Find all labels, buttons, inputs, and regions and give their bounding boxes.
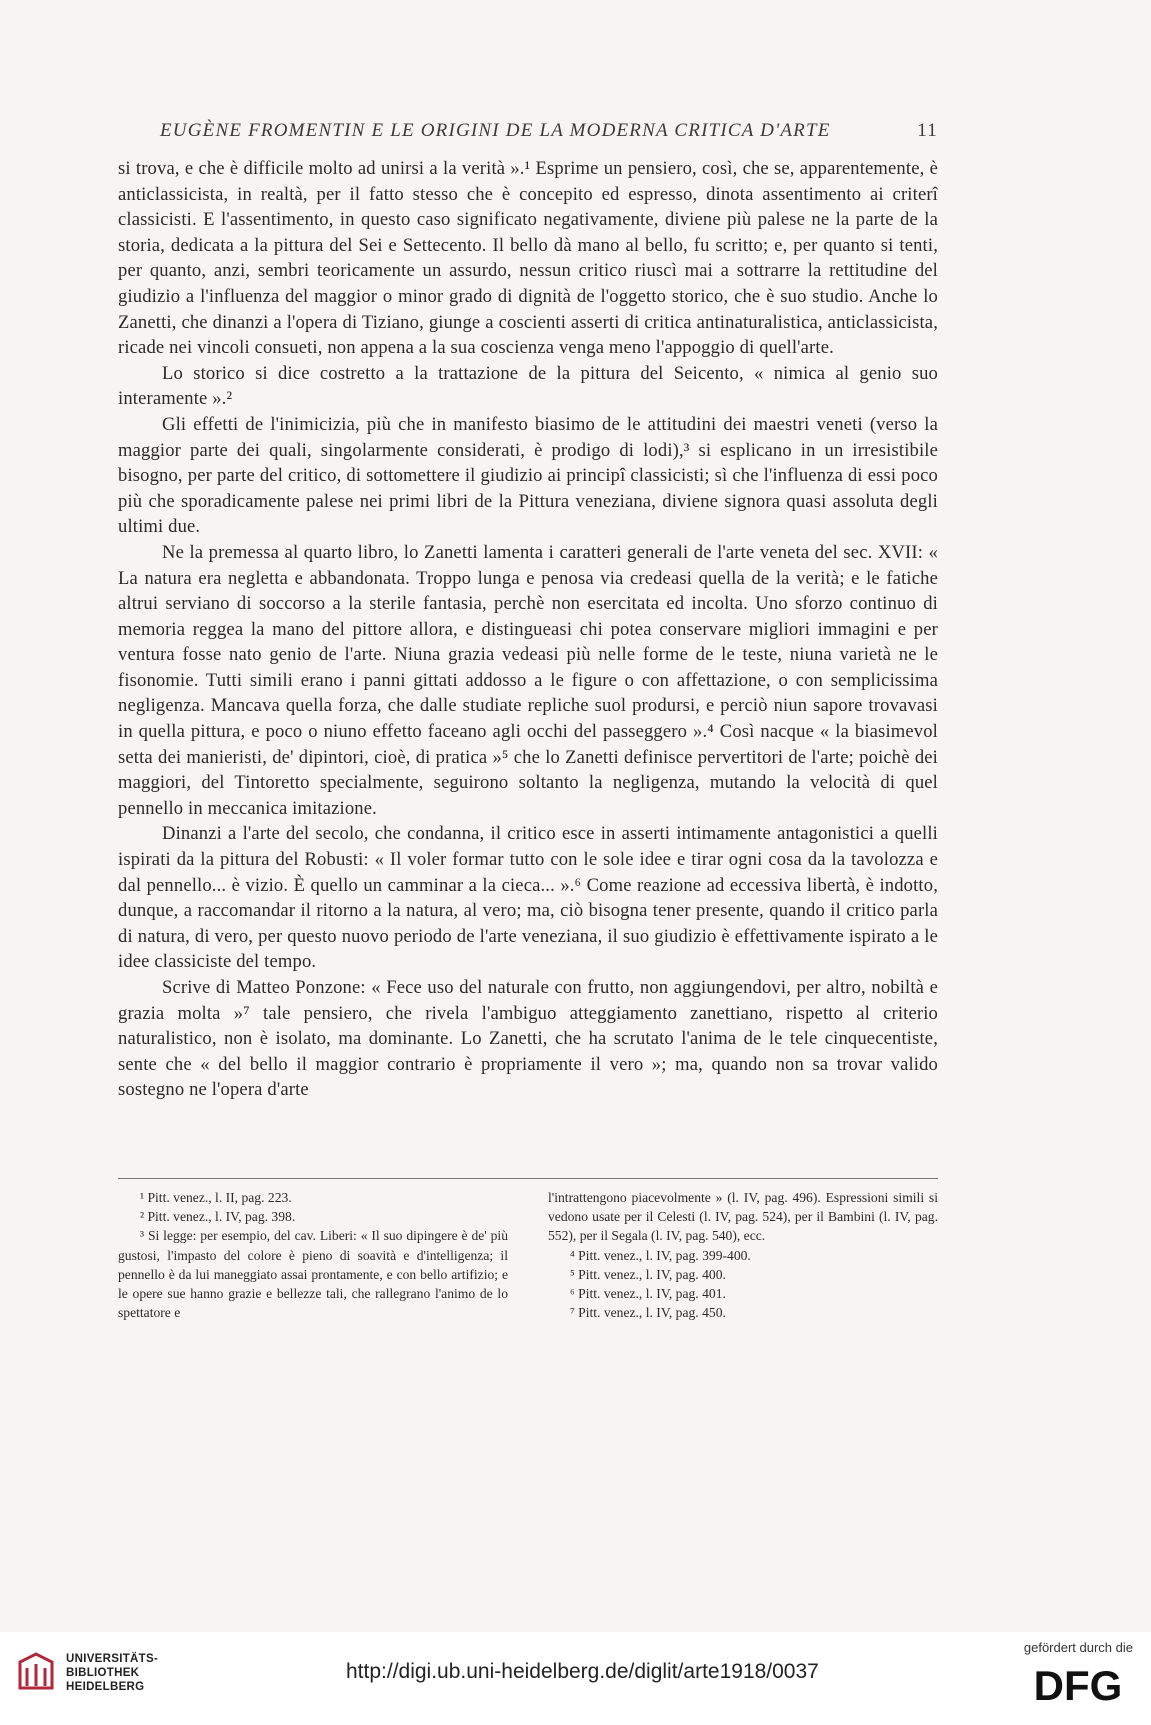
footnote-3: ³ Si legge: per esempio, del cav. Liberi: « Il suo dipingere è de' più gustosi, l'impasto del colore è pieno di soavità e d'intelligenza; il pennello è da lui maneggiato assai prontamente, e con bello artifizio; e le opere sue hanno grazie e bellezze tali, che rallegrano l'animo de lo spettatore e	[118, 1228, 508, 1321]
footnote-1: ¹ Pitt. venez., l. II, pag. 223.	[140, 1190, 292, 1205]
dfg-logo-icon	[1023, 1662, 1133, 1706]
permalink-url[interactable]: http://digi.ub.uni-heidelberg.de/diglit/arte1918/0037	[346, 1660, 819, 1683]
paragraph-4: Ne la premessa al quarto libro, lo Zanetti lamenta i caratteri generali de l'arte veneta del sec. XVII: « La natura era negletta e abbandonata. Troppo lunga e penosa via credeasi quella de la verità; e le fatiche altrui serviano di soccorso a la sterile fantasia, perchè non esercitata ed incolta. Uno sforzo continuo di memoria reggea la mano del pittore allora, e distingueasi chi potea conservare migliori immagini e per ventura fosse nato genio de l'arte. Niuna grazia vedeasi più nelle forme de le teste, niuna varietà ne le fisonomie. Tutti simili erano i panni gittati addosso a le figure o con affettazione, o con semplicissima negligenza. Mancava quella forza, che dalle studiate repliche suol prodursi, e perciò niun sapore trovavasi in quella pittura, e poco o niuno effetto faceano agli occhi del passeggero ».⁴ Così nacque « la biasimevol setta dei manieristi, de' dipintori, cioè, di pratica »⁵ che lo Zanetti definisce pervertitori de l'arte; poichè dei maggiori, del Tintoretto specialmente, seguirono soltanto la negligenza, mutando la velocità di quel pennello in meccanica imitazione.	[118, 541, 938, 819]
svg-text:DFG: DFG	[1033, 1662, 1123, 1706]
footnote-7: ⁷ Pitt. venez., l. IV, pag. 450.	[570, 1305, 726, 1321]
footnote-6: ⁶ Pitt. venez., l. IV, pag. 401.	[570, 1286, 726, 1302]
footnote-5: ⁵ Pitt. venez., l. IV, pag. 400.	[570, 1266, 726, 1282]
viewer-footer	[0, 1632, 1151, 1725]
paragraph-1: si trova, e che è difficile molto ad unirsi a la verità ».¹ Esprime un pensiero, così, che se, apparentemente, è anticlassicista, in realtà, per il fatto stesso che è concepito ed espresso, dinota assentimento ai criterî classicisti. E l'assentimento, in questo caso significato negativamente, diviene più palese ne la parte de la storia, dedicata a la pittura del Sei e Settecento. Il bello dà mano al bello, fu scritto; e, per quanto si tenti, per quanto, anzi, sembri teoricamente un assurdo, nessun critico riuscì mai a sottrarre la rettitudine del giudizio a l'influenza del maggior o minor grado di dignità de l'oggetto storico, che è suo studio. Anche lo Zanetti, che dinanzi a l'opera di Tiziano, giunge a coscienti asserti di critica antinaturalistica, anticlassicista, ricade nei vincoli consueti, non appena a la sua coscienza venga meno l'appoggio di quell'arte.	[118, 158, 938, 359]
paragraph-6: Scrive di Matteo Ponzone: « Fece uso del naturale con frutto, non aggiungendovi, per altro, nobiltà e grazia molta »⁷ tale pensiero, che rivela l'ambiguo atteggiamento zanettiano, rispetto al criterio naturalistico, non è isolato, ma dominante. Lo Zanetti, che ha scrutato l'anima de le tele cinquecentiste, sente che « del bello il maggior contrario è propriamente il vero »; ma, quando non sa trovar valido sostegno ne l'opera d'arte	[118, 977, 938, 1101]
paragraph-3: Gli effetti de l'inimicizia, più che in manifesto biasimo de le attitudini dei maestri veneti (verso la maggior parte dei quali, singolarmente considerati, è prodigo di lodi),³ si esplicano in un irresistibile bisogno, per parte del critico, di sottomettere il giudizio ai principî classicisti; sì che l'influenza di essi poco più che sporadicamente palese nei primi libri de la Pittura veneziana, diviene signora quasi assoluta degli ultimi due.	[118, 413, 938, 538]
sponsor-label: gefördert durch die	[1023, 1640, 1133, 1655]
paragraph-2: Lo storico si dice costretto a la trattazione de la pittura del Seicento, « nimica al genio suo interamente ».²	[118, 362, 938, 410]
university-library-logo-icon	[12, 1648, 60, 1696]
body-text	[118, 156, 938, 1103]
footnote-4: ⁴ Pitt. venez., l. IV, pag. 399-400.	[570, 1247, 751, 1263]
footnote-3-continued: l'intrattengono piacevolmente » (l. IV, pag. 496). Espressioni simili si vedono usate per il Celesti (l. IV, pag. 524), per il Bambini (l. IV, pag. 552), per il Segala (l. IV, pag. 540), ecc.	[548, 1190, 938, 1244]
footnote-separator	[118, 1178, 938, 1179]
footnotes-left-column	[118, 1188, 508, 1322]
paragraph-5: Dinanzi a l'arte del secolo, che condanna, il critico esce in asserti intimamente antagonistici a quelli ispirati da la pittura del Robusti: « Il voler formar tutto con le sole idee e tirar ogni cosa da la tavolozza e dal pennello... è vizio. È quello un camminar a la cieca... ».⁶ Come reazione ad eccessiva libertà, è indotto, dunque, a raccomandar il ritorno a la natura, al vero; ma, ciò bisogna tener presente, quando il critico parla di natura, di vero, per questo nuovo periodo de l'arte veneziana, il suo giudizio è effettivamente ispirato a le idee classiciste del tempo.	[118, 823, 938, 973]
library-name: UNIVERSITÄTS- BIBLIOTHEK HEIDELBERG	[66, 1653, 159, 1693]
running-title: EUGÈNE FROMENTIN E LE ORIGINI DE LA MODERNA CRITICA D'ARTE	[160, 120, 831, 141]
page-number: 11	[917, 120, 938, 141]
footnotes-right-column	[548, 1188, 938, 1322]
footnote-2: ² Pitt. venez., l. IV, pag. 398.	[140, 1209, 296, 1225]
